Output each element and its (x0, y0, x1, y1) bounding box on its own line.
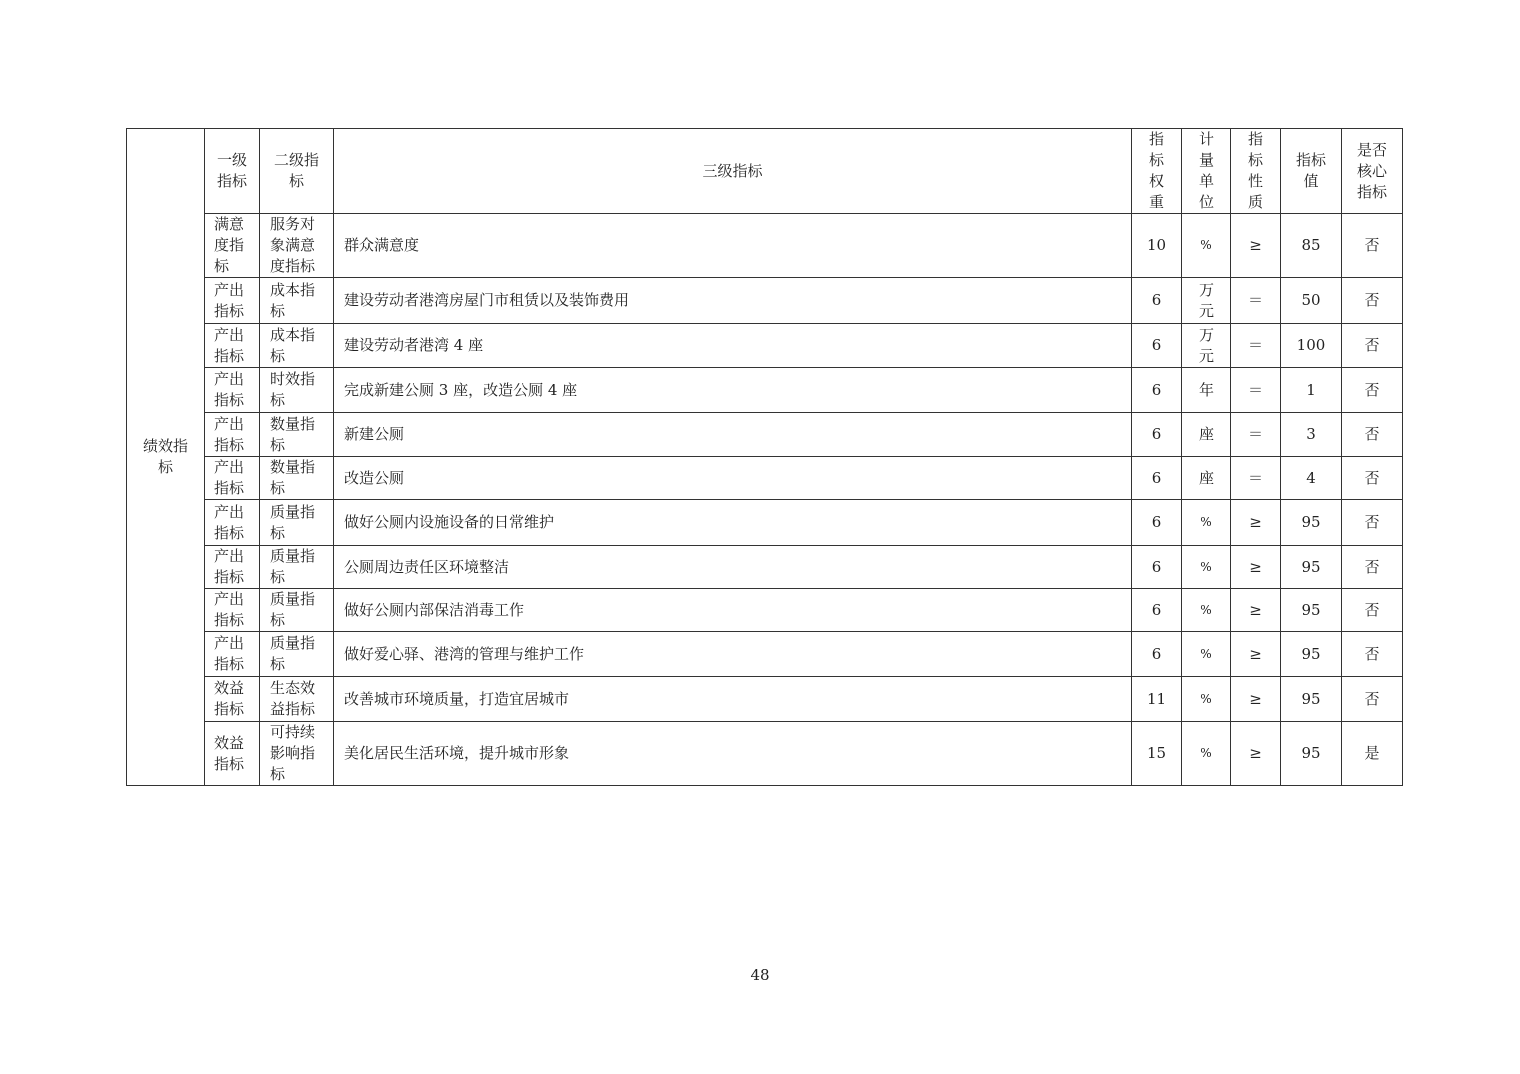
unit-cell: % (1182, 546, 1231, 589)
weight-cell: 6 (1132, 368, 1182, 413)
table-row (127, 722, 1403, 786)
nature-cell: ≥ (1231, 722, 1281, 786)
level1-cell: 产出指标 (205, 457, 260, 500)
nature-cell: ≥ (1231, 677, 1281, 722)
core-cell: 否 (1342, 546, 1403, 589)
performance-indicator-table (126, 128, 1403, 786)
level2-cell: 数量指标 (260, 457, 334, 500)
table-row (127, 324, 1403, 368)
nature-cell: ＝ (1231, 413, 1281, 457)
value-cell: 50 (1281, 278, 1342, 324)
level2-cell: 成本指标 (260, 278, 334, 324)
weight-cell: 6 (1132, 500, 1182, 546)
level2-cell: 成本指标 (260, 324, 334, 368)
level1-cell: 产出指标 (205, 546, 260, 589)
weight-cell: 6 (1132, 278, 1182, 324)
nature-cell: ≥ (1231, 546, 1281, 589)
weight-cell: 6 (1132, 632, 1182, 677)
unit-cell: % (1182, 589, 1231, 632)
core-cell: 否 (1342, 368, 1403, 413)
level3-cell: 公厕周边责任区环境整洁 (334, 546, 1132, 589)
table-row (127, 677, 1403, 722)
weight-cell: 6 (1132, 457, 1182, 500)
core-cell: 否 (1342, 214, 1403, 278)
header-row (127, 129, 1403, 214)
unit-cell: % (1182, 500, 1231, 546)
weight-cell: 11 (1132, 677, 1182, 722)
level1-cell: 产出指标 (205, 278, 260, 324)
nature-cell: ＝ (1231, 368, 1281, 413)
level3-cell: 建设劳动者港湾房屋门市租赁以及装饰费用 (334, 278, 1132, 324)
level2-cell: 数量指标 (260, 413, 334, 457)
level2-cell: 服务对象满意度指标 (260, 214, 334, 278)
level1-cell: 产出指标 (205, 413, 260, 457)
level1-cell: 产出指标 (205, 632, 260, 677)
nature-cell: ＝ (1231, 457, 1281, 500)
unit-cell: % (1182, 214, 1231, 278)
value-cell: 95 (1281, 722, 1342, 786)
level2-cell: 质量指标 (260, 589, 334, 632)
level2-cell: 生态效益指标 (260, 677, 334, 722)
table-row (127, 368, 1403, 413)
level1-cell: 产出指标 (205, 368, 260, 413)
weight-cell: 15 (1132, 722, 1182, 786)
level1-cell: 产出指标 (205, 324, 260, 368)
unit-cell: % (1182, 722, 1231, 786)
table-row (127, 413, 1403, 457)
level3-cell: 改造公厕 (334, 457, 1132, 500)
level3-cell: 做好爱心驿、港湾的管理与维护工作 (334, 632, 1132, 677)
core-cell: 否 (1342, 278, 1403, 324)
core-cell: 否 (1342, 324, 1403, 368)
value-cell: 95 (1281, 589, 1342, 632)
nature-cell: ＝ (1231, 278, 1281, 324)
nature-cell: ≥ (1231, 632, 1281, 677)
nature-cell: ＝ (1231, 324, 1281, 368)
level3-cell: 新建公厕 (334, 413, 1132, 457)
core-cell: 否 (1342, 500, 1403, 546)
nature-cell: ≥ (1231, 500, 1281, 546)
value-cell: 95 (1281, 500, 1342, 546)
level2-cell: 质量指标 (260, 500, 334, 546)
level3-cell: 美化居民生活环境，提升城市形象 (334, 722, 1132, 786)
unit-cell: % (1182, 632, 1231, 677)
core-cell: 是 (1342, 722, 1403, 786)
level1-cell: 效益指标 (205, 722, 260, 786)
value-cell: 95 (1281, 677, 1342, 722)
header-value: 指标值 (1281, 129, 1342, 214)
value-cell: 3 (1281, 413, 1342, 457)
value-cell: 95 (1281, 632, 1342, 677)
unit-cell: % (1182, 677, 1231, 722)
weight-cell: 6 (1132, 413, 1182, 457)
unit-cell: 座 (1182, 457, 1231, 500)
value-cell: 100 (1281, 324, 1342, 368)
unit-cell: 万元 (1182, 324, 1231, 368)
value-cell: 85 (1281, 214, 1342, 278)
level3-cell: 做好公厕内设施设备的日常维护 (334, 500, 1132, 546)
unit-cell: 座 (1182, 413, 1231, 457)
level3-cell: 改善城市环境质量，打造宜居城市 (334, 677, 1132, 722)
table-row (127, 632, 1403, 677)
table-row (127, 546, 1403, 589)
level3-cell: 建设劳动者港湾 4 座 (334, 324, 1132, 368)
level1-cell: 效益指标 (205, 677, 260, 722)
core-cell: 否 (1342, 457, 1403, 500)
weight-cell: 10 (1132, 214, 1182, 278)
weight-cell: 6 (1132, 589, 1182, 632)
level1-cell: 满意度指标 (205, 214, 260, 278)
level2-cell: 质量指标 (260, 632, 334, 677)
value-cell: 95 (1281, 546, 1342, 589)
table-row (127, 214, 1403, 278)
core-cell: 否 (1342, 677, 1403, 722)
table-row (127, 278, 1403, 324)
value-cell: 1 (1281, 368, 1342, 413)
core-cell: 否 (1342, 413, 1403, 457)
weight-cell: 6 (1132, 546, 1182, 589)
weight-cell: 6 (1132, 324, 1182, 368)
level2-cell: 质量指标 (260, 546, 334, 589)
table-row (127, 500, 1403, 546)
table-row (127, 457, 1403, 500)
level2-cell: 时效指标 (260, 368, 334, 413)
level2-cell: 可持续影响指标 (260, 722, 334, 786)
table-row (127, 589, 1403, 632)
value-cell: 4 (1281, 457, 1342, 500)
core-cell: 否 (1342, 589, 1403, 632)
unit-cell: 年 (1182, 368, 1231, 413)
header-nature: 指标性质 (1231, 129, 1281, 214)
level3-cell: 做好公厕内部保洁消毒工作 (334, 589, 1132, 632)
header-level3: 三级指标 (334, 129, 1132, 214)
header-level2: 二级指标 (260, 129, 334, 214)
header-core: 是否核心指标 (1342, 129, 1403, 214)
level3-cell: 完成新建公厕 3 座，改造公厕 4 座 (334, 368, 1132, 413)
core-cell: 否 (1342, 632, 1403, 677)
nature-cell: ≥ (1231, 589, 1281, 632)
header-level1: 一级指标 (205, 129, 260, 214)
level1-cell: 产出指标 (205, 589, 260, 632)
level1-cell: 产出指标 (205, 500, 260, 546)
header-unit: 计量单位 (1182, 129, 1231, 214)
nature-cell: ≥ (1231, 214, 1281, 278)
unit-cell: 万元 (1182, 278, 1231, 324)
page-number: 48 (750, 966, 770, 984)
header-weight: 指标权重 (1132, 129, 1182, 214)
level3-cell: 群众满意度 (334, 214, 1132, 278)
group-label-cell (127, 129, 205, 786)
group-label: 绩效指标 (142, 437, 188, 476)
